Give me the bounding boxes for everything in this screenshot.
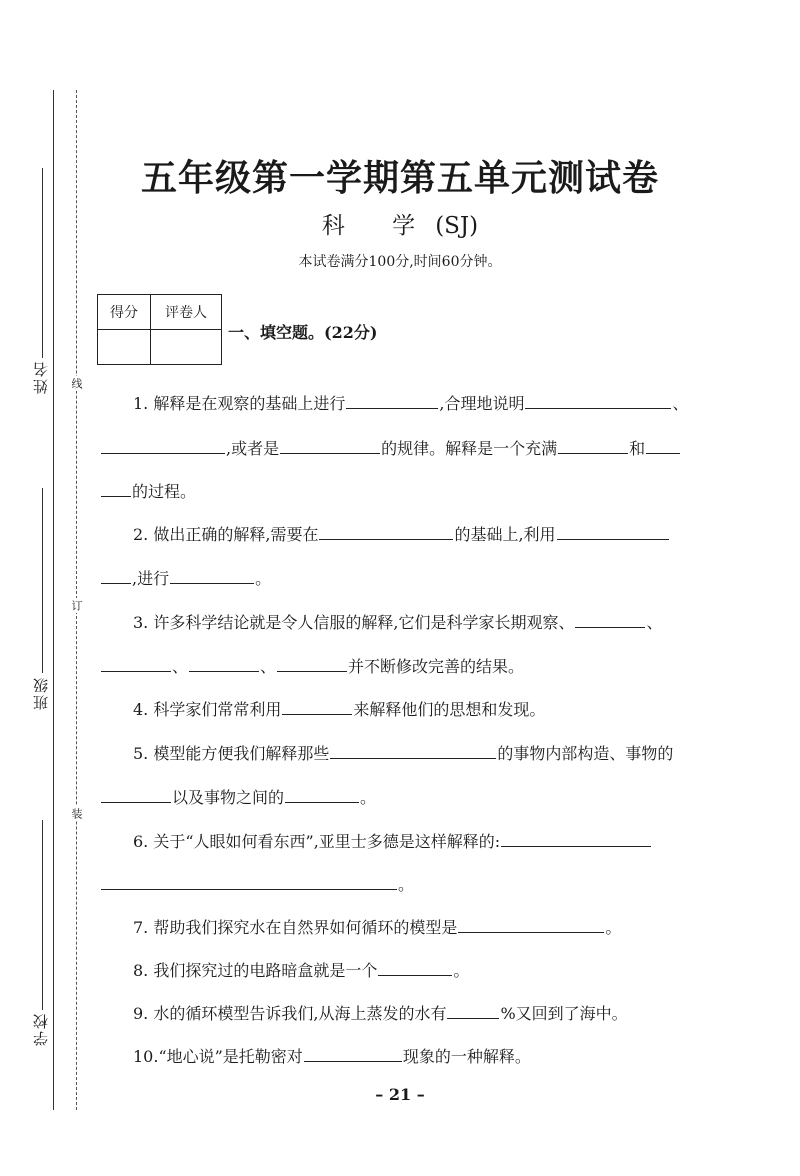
answer-blank[interactable]: [501, 830, 651, 847]
binding-solid-line: [53, 90, 54, 1110]
answer-blank[interactable]: [189, 655, 259, 672]
answer-blank[interactable]: [282, 698, 352, 715]
question-5-line2: 以及事物之间的 。: [100, 785, 376, 808]
answer-blank[interactable]: [646, 437, 680, 454]
score-table: [97, 294, 222, 365]
question-1-line3: 的过程。: [100, 479, 196, 502]
page-number: – 21 –: [375, 1085, 425, 1104]
grader-header: 评卷人: [151, 295, 222, 330]
answer-blank[interactable]: [346, 392, 438, 409]
name-label: 姓名: [32, 360, 50, 394]
subject-line: [0, 207, 800, 240]
answer-blank[interactable]: [101, 655, 171, 672]
cut-mark-zhuang: 装: [70, 808, 83, 819]
school-write-line[interactable]: [42, 820, 43, 1010]
grader-cell[interactable]: [151, 330, 222, 365]
question-6-line2: 。: [100, 872, 414, 895]
answer-blank[interactable]: [280, 437, 380, 454]
answer-blank[interactable]: [330, 742, 496, 759]
answer-blank[interactable]: [101, 873, 397, 890]
question-7: 7. 帮助我们探究水在自然界如何循环的模型是 。: [133, 918, 622, 937]
question-1-line1: 1. 解释是在观察的基础上进行 ,合理地说明 、: [133, 394, 689, 413]
question-3-line2: 、 、 并不断修改完善的结果。: [100, 654, 524, 677]
question-6-line1: 6. 关于“人眼如何看东西”,亚里士多德是这样解释的:: [133, 829, 652, 852]
question-2-line2: ,进行 。: [100, 566, 271, 589]
answer-blank[interactable]: [458, 916, 604, 933]
page-title: 五年级第一学期第五单元测试卷: [140, 157, 659, 199]
question-1-line2: ,或者是 的规律。解释是一个充满 和: [100, 436, 681, 459]
class-write-line[interactable]: [42, 488, 43, 673]
question-10: 10.“地心说”是托勒密对 现象的一种解释。: [133, 1047, 531, 1066]
question-2-line1: 2. 做出正确的解释,需要在 的基础上,利用: [133, 522, 670, 545]
answer-blank[interactable]: [101, 786, 171, 803]
answer-blank[interactable]: [525, 392, 671, 409]
answer-blank[interactable]: [558, 437, 628, 454]
cut-mark-xian: 线: [70, 378, 83, 389]
answer-blank[interactable]: [447, 1002, 499, 1019]
answer-blank[interactable]: [557, 523, 669, 540]
answer-blank[interactable]: [285, 786, 359, 803]
class-label: 班级: [32, 676, 50, 710]
question-8: 8. 我们探究过的电路暗盒就是一个 。: [133, 961, 470, 980]
exam-note: 本试卷满分100分,时间60分钟。: [298, 254, 502, 270]
question-4: 4. 科学家们常常利用 来解释他们的思想和发现。: [133, 700, 546, 719]
answer-blank[interactable]: [170, 567, 254, 584]
answer-blank[interactable]: [277, 655, 347, 672]
score-cell[interactable]: [98, 330, 151, 365]
subject-code: (SJ): [435, 213, 479, 239]
question-9: 9. 水的循环模型告诉我们,从海上蒸发的水有 %又回到了海中。: [133, 1004, 628, 1023]
section-title: 一、填空题。(22分): [228, 323, 378, 342]
answer-blank[interactable]: [101, 480, 131, 497]
answer-blank[interactable]: [319, 523, 453, 540]
answer-blank[interactable]: [575, 611, 645, 628]
answer-blank[interactable]: [101, 567, 131, 584]
answer-blank[interactable]: [378, 959, 452, 976]
question-5-line1: 5. 模型能方便我们解释那些 的事物内部构造、事物的: [133, 744, 674, 763]
answer-blank[interactable]: [304, 1045, 402, 1062]
score-header: 得分: [98, 295, 151, 330]
question-3-line1: 3. 许多科学结论就是令人信服的解释,它们是科学家长期观察、 、: [133, 613, 663, 632]
cut-mark-ding: 订: [70, 600, 83, 611]
school-label: 学校: [32, 1012, 50, 1046]
answer-blank[interactable]: [101, 437, 225, 454]
subject-name: 科 学: [321, 213, 436, 239]
